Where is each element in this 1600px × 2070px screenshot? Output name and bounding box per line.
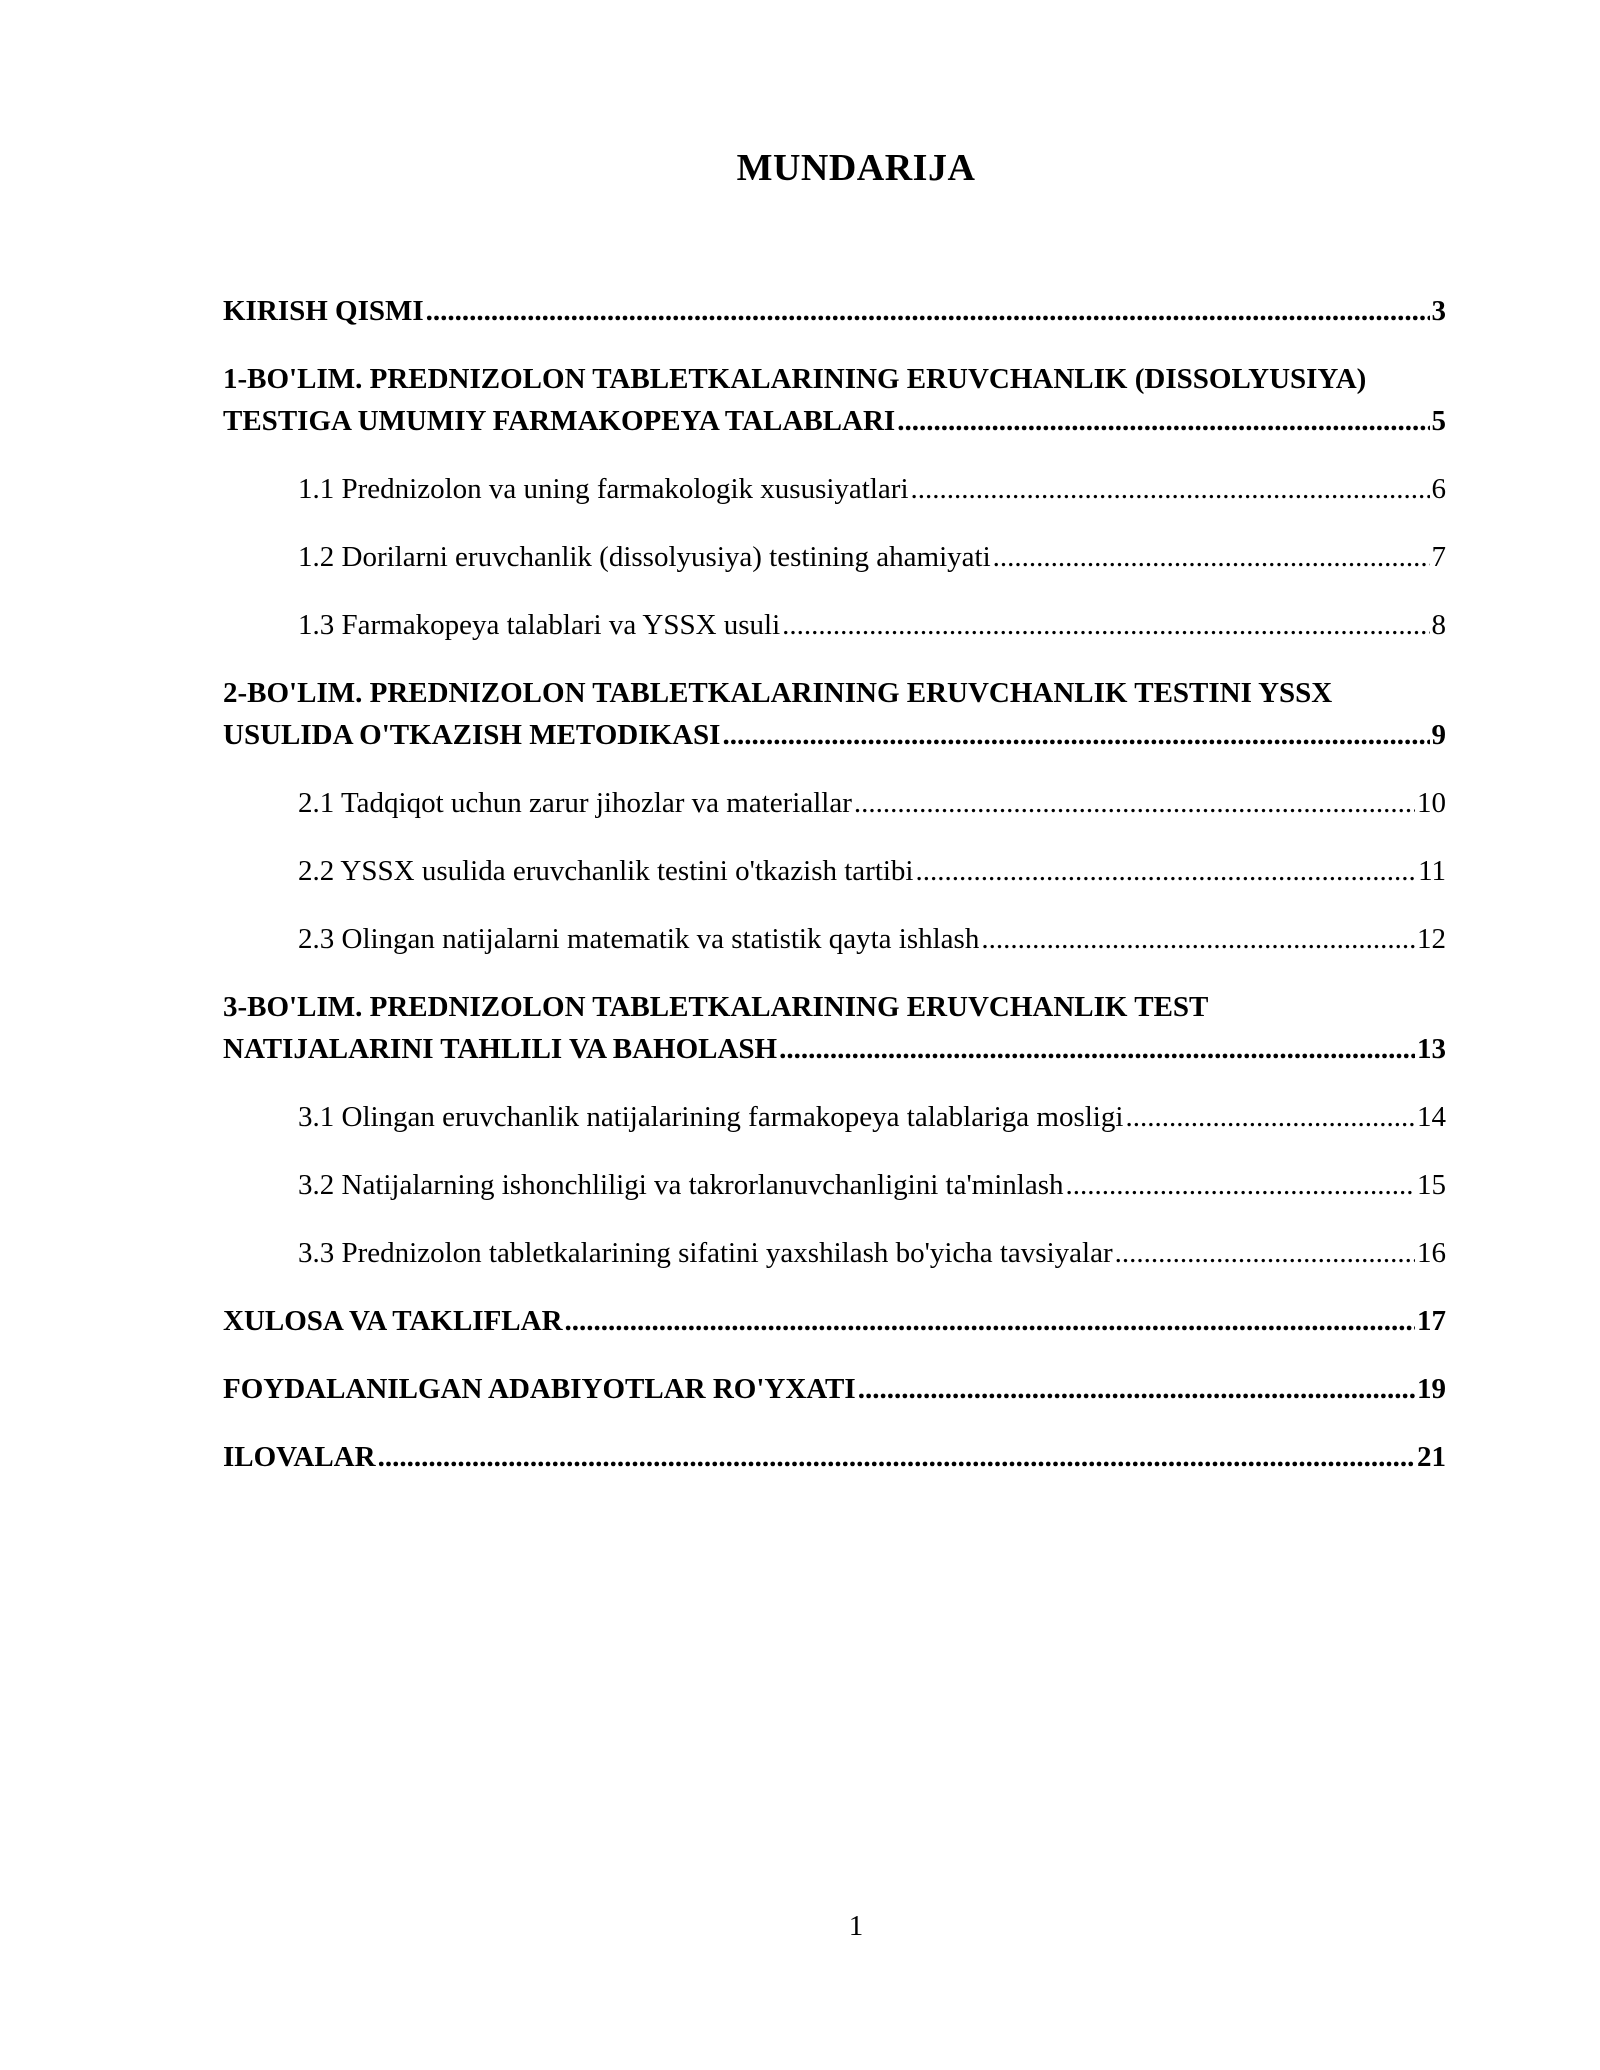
toc-entry-text: 1.3 Farmakopeya talablari va YSSX usuli: [298, 609, 781, 641]
toc-entry-text-line2: NATIJALARINI TAHLILI VA BAHOLASH: [223, 1033, 778, 1065]
toc-entry-text-line2: USULIDA O'TKAZISH METODIKASI: [223, 719, 721, 751]
toc-entry-text-line1: 1-BO'LIM. PREDNIZOLON TABLETKALARINING ERUVCHANLIK (DISSOLYUSIYA): [223, 363, 1367, 395]
toc-entry-ilovalar[interactable]: [223, 1436, 1446, 1478]
toc-page-number: 15: [1417, 1169, 1446, 1201]
toc-entry-text: 3.3 Prednizolon tabletkalarining sifatini yaxshilash bo'yicha tavsiyalar: [298, 1237, 1113, 1269]
dot-leader: [911, 468, 1430, 510]
toc-page-number: 7: [1431, 541, 1446, 573]
toc-page-number: 12: [1417, 923, 1446, 955]
dot-leader: [779, 1028, 1415, 1070]
toc-entry-2-1[interactable]: [223, 782, 1446, 824]
toc-entry-text: 2.3 Olingan natijalarni matematik va statistik qayta ishlash: [298, 923, 980, 955]
dot-leader: [897, 400, 1429, 442]
toc-entry-text: ILOVALAR: [223, 1441, 376, 1473]
toc-page-number: 21: [1417, 1441, 1446, 1473]
dot-leader: [916, 850, 1417, 892]
toc-entry-1-1[interactable]: [223, 468, 1446, 510]
dot-leader: [722, 714, 1429, 756]
toc-entry-2-3[interactable]: [223, 918, 1446, 960]
toc-page-number: 19: [1417, 1373, 1446, 1405]
dot-leader: [854, 782, 1415, 824]
toc-entry-kirish[interactable]: [223, 290, 1446, 332]
toc-entry-text: 3.2 Natijalarning ishonchliligi va takrorlanuvchanligini ta'minlash: [298, 1169, 1064, 1201]
toc-entry-text: 1.1 Prednizolon va uning farmakologik xususiyatlari: [298, 473, 909, 505]
toc-page-number: 5: [1431, 405, 1446, 437]
toc-page-number: 13: [1417, 1033, 1446, 1065]
dot-leader: [858, 1368, 1415, 1410]
toc-entry-3-3[interactable]: [223, 1232, 1446, 1274]
toc-entry-text: 3.1 Olingan eruvchanlik natijalarining farmakopeya talablariga mosligi: [298, 1101, 1124, 1133]
dot-leader: [565, 1300, 1415, 1342]
toc-page-number: 17: [1417, 1305, 1446, 1337]
toc-entry-text: 2.1 Tadqiqot uchun zarur jihozlar va materiallar: [298, 787, 852, 819]
dot-leader: [1125, 1096, 1415, 1138]
toc-page-number: 10: [1417, 787, 1446, 819]
toc-entry-text-line1: 2-BO'LIM. PREDNIZOLON TABLETKALARINING ERUVCHANLIK TESTINI YSSX: [223, 677, 1333, 709]
dot-leader: [1066, 1164, 1416, 1206]
table-of-contents: [223, 290, 1446, 1504]
dot-leader: [782, 604, 1429, 646]
toc-entry-2-2[interactable]: [223, 850, 1446, 892]
toc-page-number: 11: [1418, 855, 1446, 887]
toc-page-number: 6: [1431, 473, 1446, 505]
toc-page-number: 14: [1417, 1101, 1446, 1133]
dot-leader: [993, 536, 1430, 578]
toc-entry-text: KIRISH QISMI: [223, 295, 424, 327]
toc-page-number: 3: [1431, 295, 1446, 327]
toc-entry-text: XULOSA VA TAKLIFLAR: [223, 1305, 563, 1337]
toc-entry-text-line1: 3-BO'LIM. PREDNIZOLON TABLETKALARINING ERUVCHANLIK TEST: [223, 991, 1209, 1023]
toc-entry-text-line2: TESTIGA UMUMIY FARMAKOPEYA TALABLARI: [223, 405, 896, 437]
toc-entry-1-3[interactable]: [223, 604, 1446, 646]
toc-page-number: 9: [1431, 719, 1446, 751]
page-footer-number: 1: [848, 1910, 864, 1942]
toc-entry-1-2[interactable]: [223, 536, 1446, 578]
dot-leader: [1115, 1232, 1415, 1274]
toc-entry-text: 2.2 YSSX usulida eruvchanlik testini o'tkazish tartibi: [298, 855, 914, 887]
toc-entry-text: FOYDALANILGAN ADABIYOTLAR RO'YXATI: [223, 1373, 856, 1405]
toc-entry-xulosa[interactable]: [223, 1300, 1446, 1342]
toc-entry-3-2[interactable]: [223, 1164, 1446, 1206]
dot-leader: [981, 918, 1415, 960]
toc-entry-3-1[interactable]: [223, 1096, 1446, 1138]
toc-page-number: 16: [1417, 1237, 1446, 1269]
page-title: MUNDARIJA: [736, 147, 976, 189]
toc-entry-chapter-1[interactable]: [223, 358, 1446, 442]
toc-entry-chapter-2[interactable]: [223, 672, 1446, 756]
dot-leader: [426, 290, 1430, 332]
toc-entry-text: 1.2 Dorilarni eruvchanlik (dissolyusiya) testining ahamiyati: [298, 541, 991, 573]
toc-entry-adabiyotlar[interactable]: [223, 1368, 1446, 1410]
toc-page-number: 8: [1431, 609, 1446, 641]
toc-entry-chapter-3[interactable]: [223, 986, 1446, 1070]
dot-leader: [378, 1436, 1415, 1478]
